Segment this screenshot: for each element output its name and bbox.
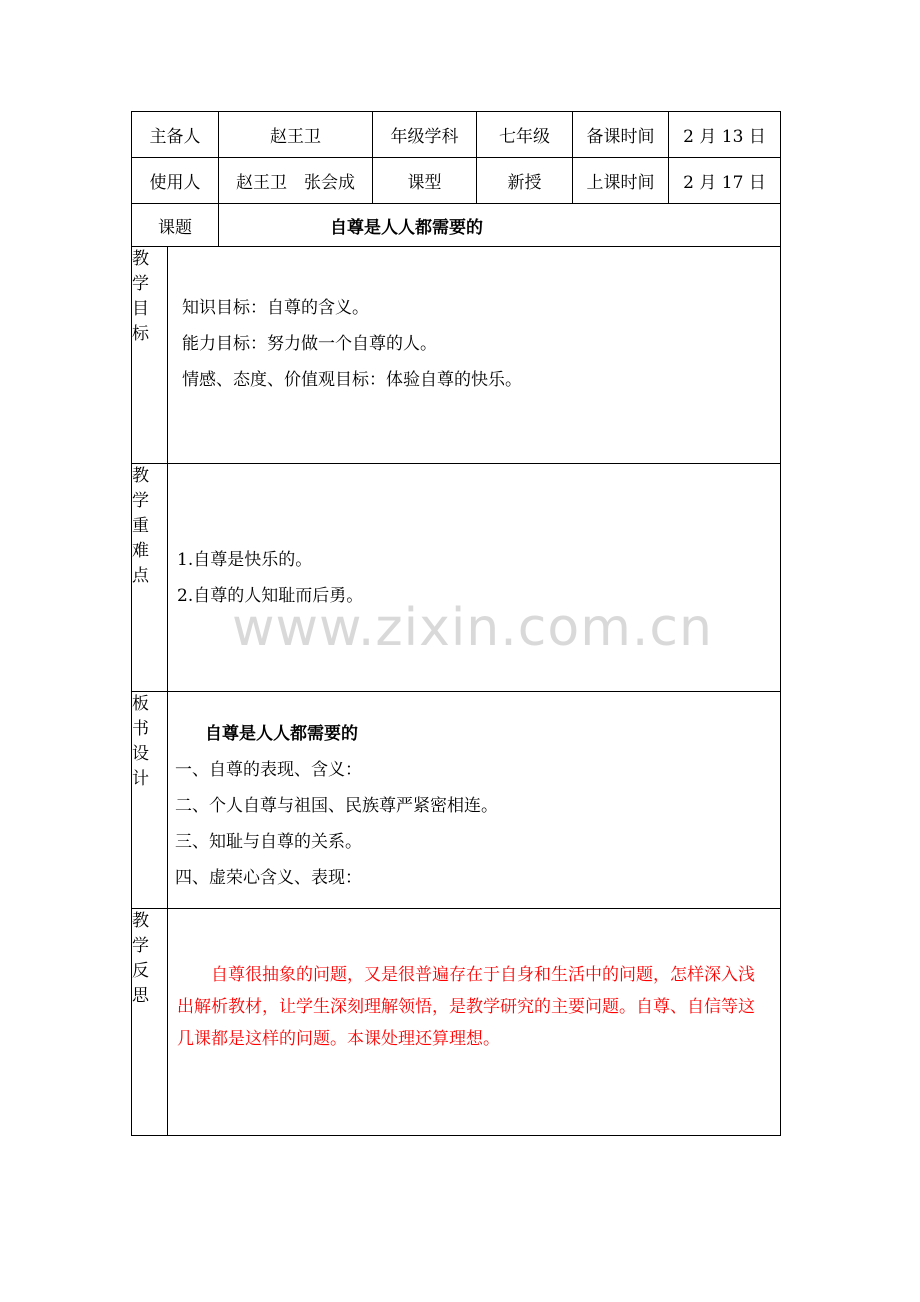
prep-time-value: 2 月 13 日	[683, 127, 766, 147]
objectives-label-char: 目	[132, 299, 149, 319]
user-value: 赵王卫 张会成	[219, 158, 373, 203]
prep-time-label: 备课时间	[573, 112, 669, 157]
reflection-section	[131, 908, 781, 1136]
header-row-2	[131, 157, 781, 203]
board-label-char: 计	[132, 769, 149, 789]
board-design-section	[131, 691, 781, 908]
objectives-label-char: 标	[132, 324, 149, 344]
key-points-label-char: 教	[132, 466, 149, 486]
board-label-char: 设	[132, 744, 149, 764]
board-label-char: 书	[132, 719, 149, 739]
key-points-label	[132, 464, 168, 691]
class-time-value: 2 月 17 日	[683, 173, 766, 193]
header-row-1	[131, 111, 781, 157]
reflection-text: 自尊很抽象的问题，又是很普遍存在于自身和生活中的问题，怎样深入浅出解析教材，让学生深刻理解领悟，是教学研究的主要问题。自尊、自信等这几课都是这样的问题。本课处理还算理想。	[177, 965, 755, 1049]
topic-label: 课题	[132, 204, 219, 246]
reflection-label-char: 反	[132, 961, 149, 981]
key-points-label-char: 点	[132, 566, 149, 586]
objective-knowledge: 知识目标：自尊的含义。	[182, 298, 369, 318]
board-point-4: 四、虚荣心含义、表现：	[175, 868, 362, 888]
key-point-1: 1.自尊是快乐的。	[177, 550, 313, 570]
watermark: www.zixin.com.cn	[232, 598, 713, 658]
objectives-body	[168, 247, 780, 463]
grade-subject-value: 七年级	[477, 112, 573, 157]
objectives-section	[131, 246, 781, 463]
board-design-label	[132, 692, 168, 908]
key-points-label-char: 学	[132, 491, 149, 511]
board-design-body	[168, 692, 780, 908]
topic-row	[131, 203, 781, 246]
key-points-label-char: 重	[132, 516, 149, 536]
key-point-2: 2.自尊的人知耻而后勇。	[177, 586, 364, 606]
objective-emotion: 情感、态度、价值观目标：体验自尊的快乐。	[182, 370, 522, 390]
objectives-label-char: 教	[132, 249, 149, 269]
reflection-label-char: 教	[132, 911, 149, 931]
lesson-type-value: 新授	[477, 158, 573, 203]
objectives-label	[132, 247, 168, 463]
lesson-type-label: 课型	[373, 158, 477, 203]
objectives-label-char: 学	[132, 274, 149, 294]
board-title: 自尊是人人都需要的	[205, 724, 358, 744]
reflection-body	[168, 909, 780, 1135]
board-point-3: 三、知耻与自尊的关系。	[175, 832, 362, 852]
board-point-2: 二、个人自尊与祖国、民族尊严紧密相连。	[175, 796, 498, 816]
user-label: 使用人	[132, 158, 219, 203]
reflection-label-char: 思	[132, 986, 149, 1006]
objective-ability: 能力目标：努力做一个自尊的人。	[182, 334, 437, 354]
class-time-label: 上课时间	[573, 158, 669, 203]
topic-value: 自尊是人人都需要的	[330, 217, 483, 238]
board-label-char: 板	[132, 694, 149, 714]
preparer-label: 主备人	[132, 112, 219, 157]
reflection-label	[132, 909, 168, 1135]
preparer-value: 赵王卫	[219, 112, 373, 157]
board-point-1: 一、自尊的表现、含义：	[175, 760, 362, 780]
grade-subject-label: 年级学科	[373, 112, 477, 157]
reflection-label-char: 学	[132, 936, 149, 956]
key-points-label-char: 难	[132, 541, 149, 561]
